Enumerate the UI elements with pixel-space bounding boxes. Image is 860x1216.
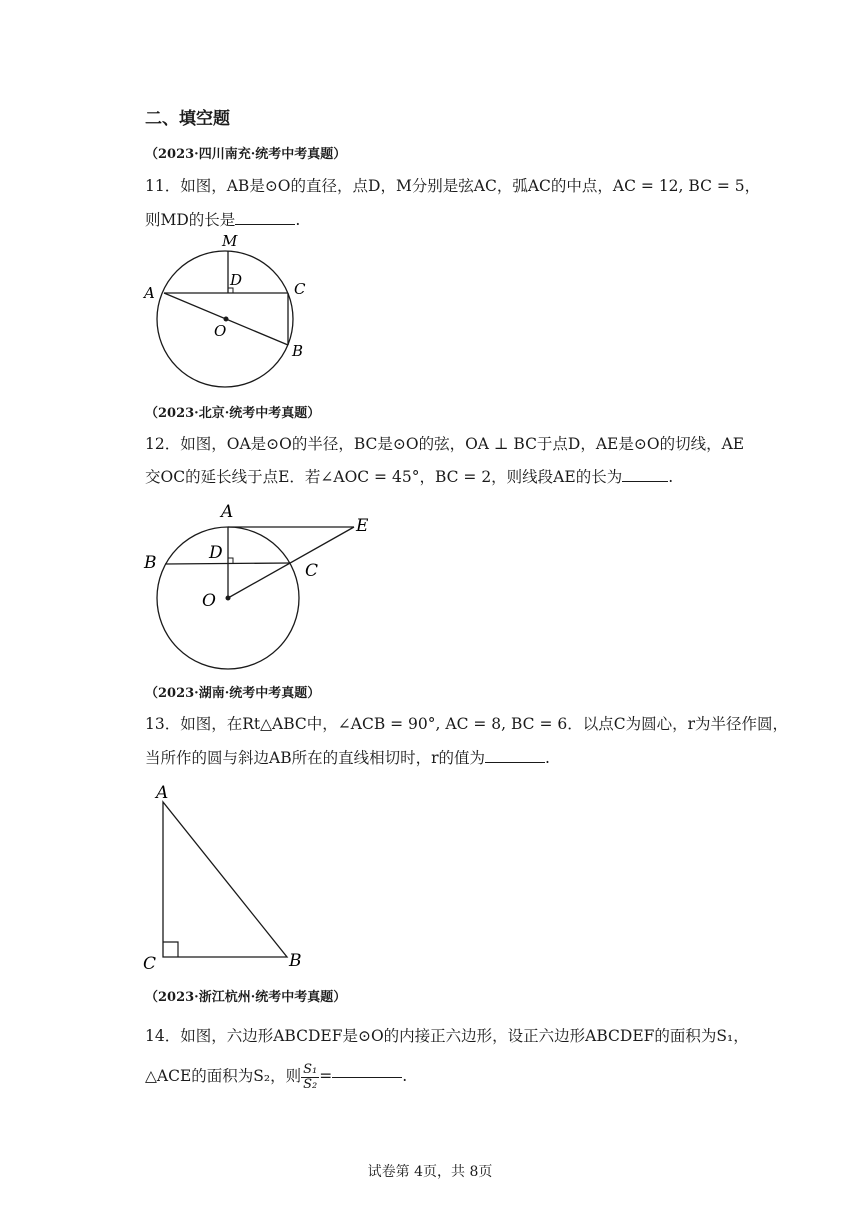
label-a: A bbox=[144, 284, 155, 302]
question-source: （2023·四川南充·统考中考真题） bbox=[145, 147, 347, 162]
question-line: 如图，OA是⊙O的半径，BC是⊙O的弦，OA ⊥ BC于点D，AE是⊙O的切线，AE bbox=[180, 435, 745, 453]
question-line: 则MD的长是 bbox=[145, 211, 236, 229]
label-c: C bbox=[294, 280, 306, 298]
label-c: C bbox=[305, 561, 319, 581]
triangle-diagram-q13 bbox=[140, 778, 320, 978]
question-text bbox=[145, 176, 760, 196]
question-text: △ACE的面积为S₂，则 $\frac{\text{S₁}}{\text{S₂}}$ = . bbox=[145, 1061, 408, 1092]
circle-diagram-q11 bbox=[140, 232, 320, 402]
question-line: 如图，AB是⊙O的直径，点D，M分别是弦AC，弧AC的中点，AC = 12, BC = 5， bbox=[180, 177, 761, 195]
segment-oe bbox=[228, 527, 354, 598]
answer-blank[interactable] bbox=[235, 224, 295, 225]
question-line: 当所作的圆与斜边AB所在的直线相切时，r的值为 bbox=[145, 749, 485, 767]
question-source: （2023·北京·统考中考真题） bbox=[145, 406, 321, 421]
label-e: E bbox=[356, 516, 369, 536]
right-angle-mark bbox=[163, 942, 178, 957]
question-number: 12． bbox=[145, 435, 181, 453]
page-footer: 试卷第 4页，共 8页 bbox=[367, 1164, 493, 1180]
question-line: 如图，六边形ABCDEF是⊙O的内接正六边形，设正六边形ABCDEF的面积为S₁， bbox=[180, 1027, 749, 1045]
label-a: A bbox=[221, 502, 234, 522]
label-a: A bbox=[156, 783, 169, 803]
fraction-s1-s2: $\frac{\text{S₁}}{\text{S₂}}$ bbox=[303, 1061, 318, 1092]
question-source: （2023·浙江杭州·统考中考真题） bbox=[145, 990, 347, 1005]
triangle-abc bbox=[163, 802, 287, 957]
label-b: B bbox=[289, 951, 302, 971]
label-m: M bbox=[222, 232, 238, 250]
right-angle-mark bbox=[228, 558, 233, 563]
question-line: △ACE的面积为S₂，则 bbox=[145, 1067, 302, 1085]
label-o: O bbox=[214, 322, 227, 340]
label-c: C bbox=[143, 954, 157, 974]
label-o: O bbox=[202, 591, 216, 611]
question-number: 14． bbox=[145, 1027, 181, 1045]
answer-blank[interactable] bbox=[622, 481, 668, 482]
label-b: B bbox=[292, 342, 304, 360]
circle-diagram-q12 bbox=[140, 496, 380, 676]
center-point bbox=[226, 596, 231, 601]
label-d: D bbox=[230, 271, 243, 289]
question-line: 交OC的延长线于点E．若∠AOC = 45°，BC = 2，则线段AE的长为 bbox=[145, 468, 623, 486]
question-text: 则MD的长是 . bbox=[145, 211, 301, 229]
center-point bbox=[224, 317, 229, 322]
question-text: 当所作的圆与斜边AB所在的直线相切时，r的值为 . bbox=[145, 749, 550, 767]
label-b: B bbox=[144, 553, 157, 573]
question-number: 11． bbox=[145, 177, 181, 195]
question-text bbox=[145, 714, 788, 734]
chord-bc bbox=[165, 563, 290, 564]
question-text bbox=[145, 1026, 749, 1046]
question-line: 如图，在Rt△ABC中，∠ACB = 90°, AC = 8, BC = 6．以点C为圆心，r为半径作圆， bbox=[180, 715, 789, 733]
question-text bbox=[145, 434, 744, 454]
answer-blank[interactable] bbox=[485, 762, 545, 763]
question-text: 交OC的延长线于点E．若∠AOC = 45°，BC = 2，则线段AE的长为 . bbox=[145, 468, 674, 486]
section-title: 二、填空题 bbox=[145, 109, 230, 129]
question-number: 13． bbox=[145, 715, 181, 733]
answer-blank[interactable] bbox=[332, 1077, 402, 1078]
label-d: D bbox=[209, 543, 223, 563]
question-source: （2023·湖南·统考中考真题） bbox=[145, 686, 321, 701]
